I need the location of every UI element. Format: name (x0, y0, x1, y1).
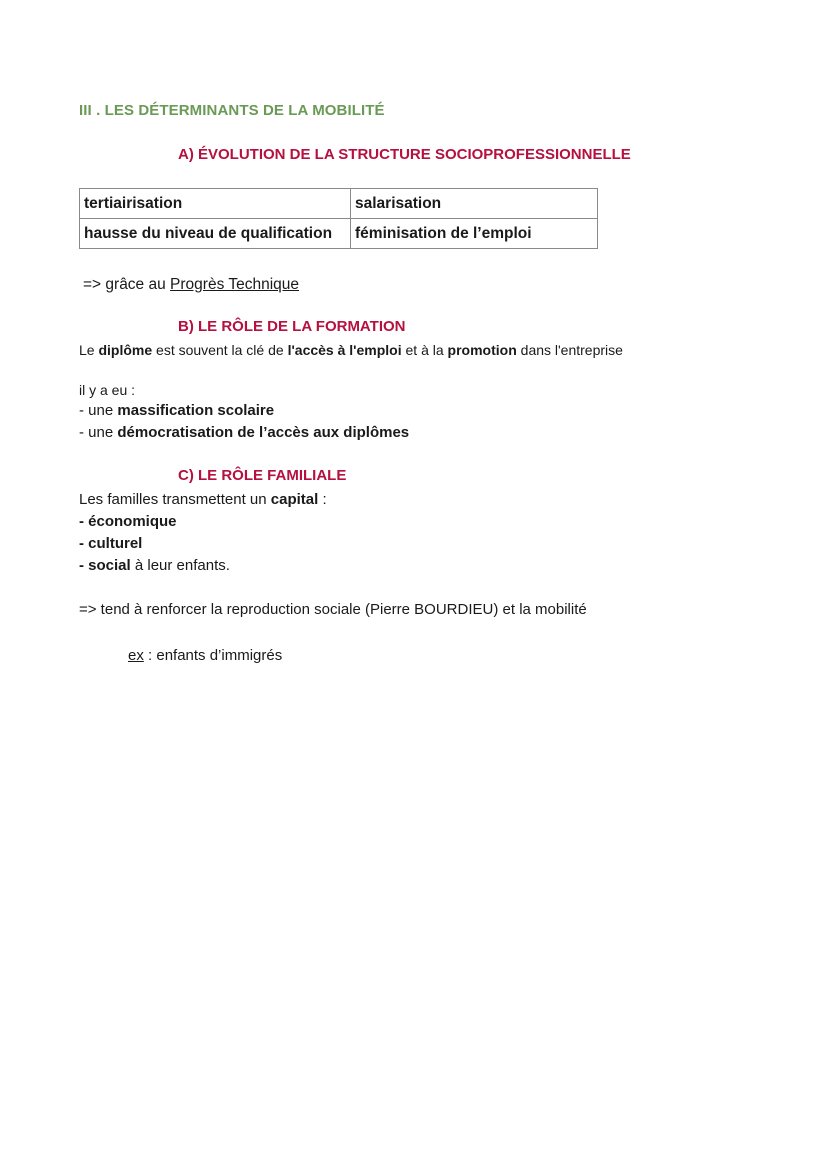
progres-technique-text: Progrès Technique (170, 276, 300, 293)
text: - une (79, 424, 118, 441)
text: : (318, 491, 327, 508)
structure-table (79, 188, 598, 249)
list-item: - culturel (79, 535, 143, 552)
text: est souvent la clé de (152, 342, 288, 358)
text: Le (79, 342, 99, 358)
bold-text: capital (270, 491, 319, 508)
table-row (80, 219, 598, 249)
document-title: III . LES DÉTERMINANTS DE LA MOBILITÉ (79, 102, 385, 119)
text: - une (79, 402, 118, 419)
table-row (80, 189, 598, 219)
text: Les familles transmettent un (79, 491, 271, 508)
list-item (79, 401, 274, 421)
list-item (79, 423, 409, 443)
text: dans l'entreprise (516, 342, 623, 358)
conclusion: => tend à renforcer la reproduction sociale (Pierre BOURDIEU) et la mobilité (79, 601, 587, 618)
family-intro (79, 490, 327, 510)
example-label: ex (128, 647, 144, 664)
bold-text: diplôme (98, 342, 153, 358)
bold-text: massification scolaire (117, 402, 275, 419)
section-b-title: B) LE RÔLE DE LA FORMATION (178, 318, 406, 335)
list-intro: il y a eu : (79, 382, 136, 398)
bold-text: promotion (447, 342, 517, 358)
bold-text: l'accès à l'emploi (287, 342, 402, 358)
section-a-title: A) ÉVOLUTION DE LA STRUCTURE SOCIOPROFESSIONNELLE (178, 146, 631, 163)
table-cell: tertiairisation (80, 189, 351, 219)
text: à leur enfants. (130, 557, 230, 574)
table-cell: féminisation de l’emploi (351, 219, 598, 249)
text: : enfants d’immigrés (143, 647, 283, 664)
bold-text: démocratisation de l’accès aux diplômes (117, 424, 410, 441)
bold-text: - social (79, 557, 131, 574)
diploma-sentence (79, 340, 623, 360)
progress-note (83, 275, 299, 295)
table-cell: salarisation (351, 189, 598, 219)
list-item: - économique (79, 513, 177, 530)
table-cell: hausse du niveau de qualification (80, 219, 351, 249)
list-item (79, 556, 230, 576)
section-c-title: C) LE RÔLE FAMILIALE (178, 467, 347, 484)
example (128, 646, 282, 666)
note-prefix: => grâce au (83, 276, 171, 293)
text: et à la (401, 342, 448, 358)
